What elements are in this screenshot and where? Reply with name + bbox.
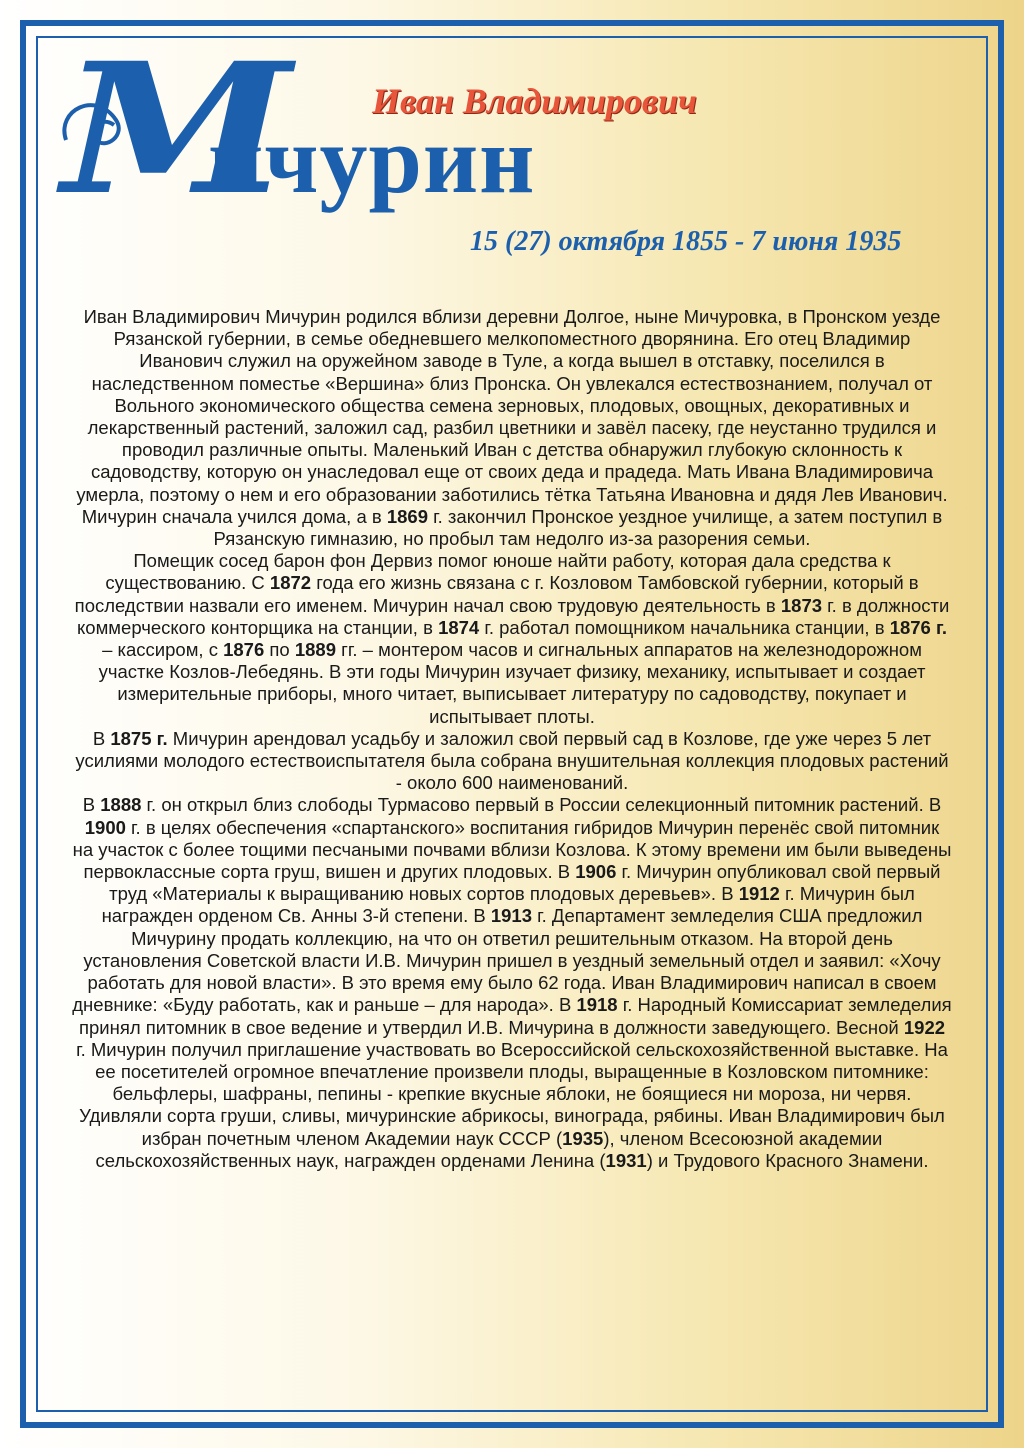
bold-year: 1912 xyxy=(738,883,780,905)
bold-year: 1931 xyxy=(605,1149,647,1171)
bold-year: 1876 г. xyxy=(889,616,947,638)
bold-year: 1906 xyxy=(575,861,617,883)
biography-paragraph xyxy=(72,794,952,1171)
bold-year: 1922 xyxy=(903,1016,946,1038)
biography-text xyxy=(72,306,952,1172)
text-run: В xyxy=(82,794,101,816)
bold-year: 1869 xyxy=(386,505,429,527)
life-dates: 15 (27) октября 1855 - 7 июня 1935 xyxy=(470,226,902,257)
text-run: года его жизнь связана с г. Козловом Тамбовской губернии, который в последствии назвали его именем. Мичурин начал свою трудовую деятельность в xyxy=(74,572,919,616)
bold-year: 1900 xyxy=(84,816,126,838)
biography-paragraph xyxy=(72,550,952,728)
bold-year: 1875 г. xyxy=(110,727,168,749)
bold-year: 1918 xyxy=(576,994,618,1016)
first-name-patronymic: Иван Владимирович xyxy=(372,81,697,121)
text-run: г. закончил Пронское уездное училище, а затем поступил в Рязанскую гимназию, но пробыл там недолго из-за разорения семьи. xyxy=(213,505,943,550)
text-run: гг. – монтером часов и сигнальных аппаратов на железнодорожном участке Козлов-Лебедянь. В эти годы Мичурин изучает физику, механику, испытывает и создает измерительные приборы, много читает, выписывает литературу по садоводству, покупает и испытывает плоты. xyxy=(98,639,926,727)
text-run: – кассиром, с xyxy=(102,639,224,661)
bold-year: 1935 xyxy=(562,1127,604,1149)
text-run: Мичурин арендовал усадьбу и заложил свой первый сад в Козлове, где уже через 5 лет усилиями молодого естествоиспытателя была собрана внушительная коллекция плодовых растений - около 600 наименований. xyxy=(75,727,949,794)
bold-year: 1876 xyxy=(223,639,265,661)
text-run: В xyxy=(92,727,111,749)
bold-year: 1889 xyxy=(294,639,337,661)
text-run: по xyxy=(264,639,295,661)
text-run: г. Департамент земледелия США предложил Мичурину продать коллекцию, на что он ответил решительным отказом. На второй день установления Советской власти И.В. Мичурин пришел в уездный земельный отдел и заявил: «Хочу работать для новой власти». В это время ему было 62 года. Иван Владимирович написал в своем дневнике: «Буду работать, как и раньше – для народа». В xyxy=(72,905,941,1016)
text-run: г. в целях обеспечения «спартанского» воспитания гибридов Мичурин перенёс свой питомник на участок с более тощими песчаными почвами вблизи Козлова. К этому времени им были выведены первоклассные сорта груш, вишен и других плодовых. В xyxy=(72,816,952,883)
biography-paragraph xyxy=(72,728,952,795)
text-run: г. Мичурин получил приглашение участвовать во Всероссийской сельскохозяйственной выставке. На ее посетителей огромное впечатление произвели плоды, выращенные в Козловском питомнике: бельфлеры, шафраны, пепины - крепкие вкусные яблоки, не боящиеся ни мороза, ни червя. Удивляли сорта груши, сливы, мичуринские абрикосы, винограда, рябины. Иван Владимирович был избран почетным членом Академии наук СССР ( xyxy=(76,1038,948,1149)
text-run: г. Народный Комиссариат земледелия принял питомник в свое ведение и утвердил И.В. Мичурина в должности заведующего. Весной xyxy=(78,994,952,1038)
text-run: г. Мичурин опубликовал свой первый труд «Материалы к выращиванию новых сортов плодовых деревьев». В xyxy=(109,861,941,905)
biography-paragraph xyxy=(72,306,952,550)
text-run: г. работал помощником начальника станции, в xyxy=(479,616,890,638)
surname: ичурин xyxy=(208,106,536,213)
bold-year: 1872 xyxy=(269,572,312,594)
bold-year: 1913 xyxy=(490,905,533,927)
surname-initial: М xyxy=(62,24,292,235)
text-run: ) и Трудового Красного Знамени. xyxy=(646,1149,929,1171)
bold-year: 1874 xyxy=(438,616,480,638)
text-run: г. он открыл близ слободы Турмасово первый в России селекционный питомник растений. В xyxy=(141,794,942,816)
text-run: Иван Владимирович Мичурин родился вблизи деревни Долгое, ныне Мичуровка, в Пронском уезде Рязанской губернии, в семье обедневшего мелкопоместного дворянина. Его отец Владимир Иванович служил на оружейном заводе в Туле, а когда вышел в отставку, поселился в наследственном поместье «Вершина» близ Пронска. Он увлекался естествознанием, получал от Вольного экономического общества семена зерновых, плодовых, овощных, декоративных и лекарственный растений, заложил сад, разбил цветники и завёл пасеку, где неустанно трудился и проводил различные опыты. Маленький Иван с детства обнаружил глубокую склонность к садоводству, которую он унаследовал еще от своих деда и прадеда. Мать Ивана Владимировича умерла, поэтому о нем и его образовании заботились тётка Татьяна Ивановна и дядя Лев Иванович. Мичурин сначала учился дома, а в xyxy=(76,306,948,527)
text-run: г. Мичурин был награжден орденом Св. Анны 3-й степени. В xyxy=(101,883,915,927)
text-run: Помещик сосед барон фон Дервиз помог юноше найти работу, которая дала средства к существованию. С xyxy=(105,550,891,594)
text-run: г. в должности коммерческого конторщика на станции, в xyxy=(77,594,950,638)
bold-year: 1873 xyxy=(780,594,823,616)
bold-year: 1888 xyxy=(100,794,142,816)
text-run: ), членом Всесоюзной академии сельскохозяйственных наук, награжден орденами Ленина ( xyxy=(95,1127,883,1171)
